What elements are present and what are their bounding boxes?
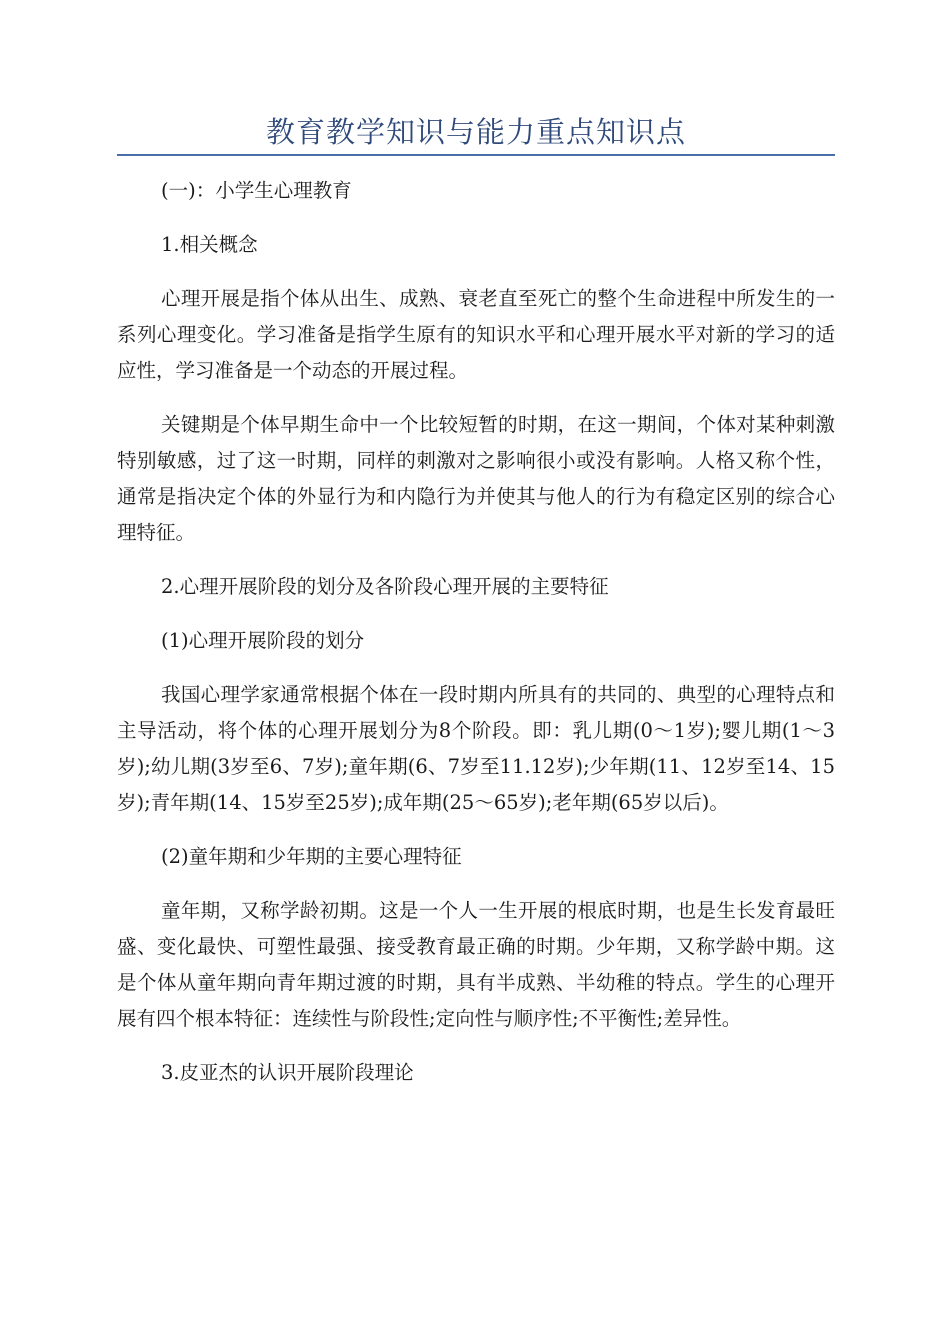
subheading-related-concepts: 1.相关概念 [161,233,258,256]
document-body [117,173,835,1109]
paragraph-development-definition: 心理开展是指个体从出生、成熟、衰老直至死亡的整个生命进程中所发生的一系列心理变化。学习准备是指学生原有的知识水平和心理开展水平对新的学习的适应性，学习准备是一个动态的开展过程。 [117,287,835,382]
subheading-childhood-adolescence: (2)童年期和少年期的主要心理特征 [161,845,462,868]
subheading-stage-division: (1)心理开展阶段的划分 [161,629,365,652]
subheading-development-stages: 2.心理开展阶段的划分及各阶段心理开展的主要特征 [161,575,609,598]
paragraph-critical-period: 关键期是个体早期生命中一个比较短暂的时期，在这一期间，个体对某种刺激特别敏感，过了这一时期，同样的刺激对之影响很小或没有影响。人格又称个性，通常是指决定个体的外显行为和内隐行为并使其与他人的行为有稳定区别的综合心理特征。 [117,413,835,544]
title-underline [117,154,835,156]
section-heading-psychology-education: (一)：小学生心理教育 [161,179,352,202]
paragraph-childhood-characteristics: 童年期，又称学龄初期。这是一个人一生开展的根底时期，也是生长发育最旺盛、变化最快、可塑性最强、接受教育最正确的时期。少年期，又称学龄中期。这是个体从童年期向青年期过渡的时期，具有半成熟、半幼稚的特点。学生的心理开展有四个根本特征：连续性与阶段性;定向性与顺序性;不平衡性;差异性。 [117,899,835,1030]
paragraph-eight-stages: 我国心理学家通常根据个体在一段时期内所具有的共同的、典型的心理特点和主导活动，将个体的心理开展划分为8个阶段。即：乳儿期(0～1岁);婴儿期(1～3岁);幼儿期(3岁至6、7岁);童年期(6、7岁至11.12岁);少年期(11、12岁至14、15岁);青年期(14、15岁至25岁);成年期(25～65岁);老年期(65岁以后)。 [117,683,835,814]
subheading-piaget-theory: 3.皮亚杰的认识开展阶段理论 [161,1061,414,1084]
document-title: 教育教学知识与能力重点知识点 [265,115,686,149]
